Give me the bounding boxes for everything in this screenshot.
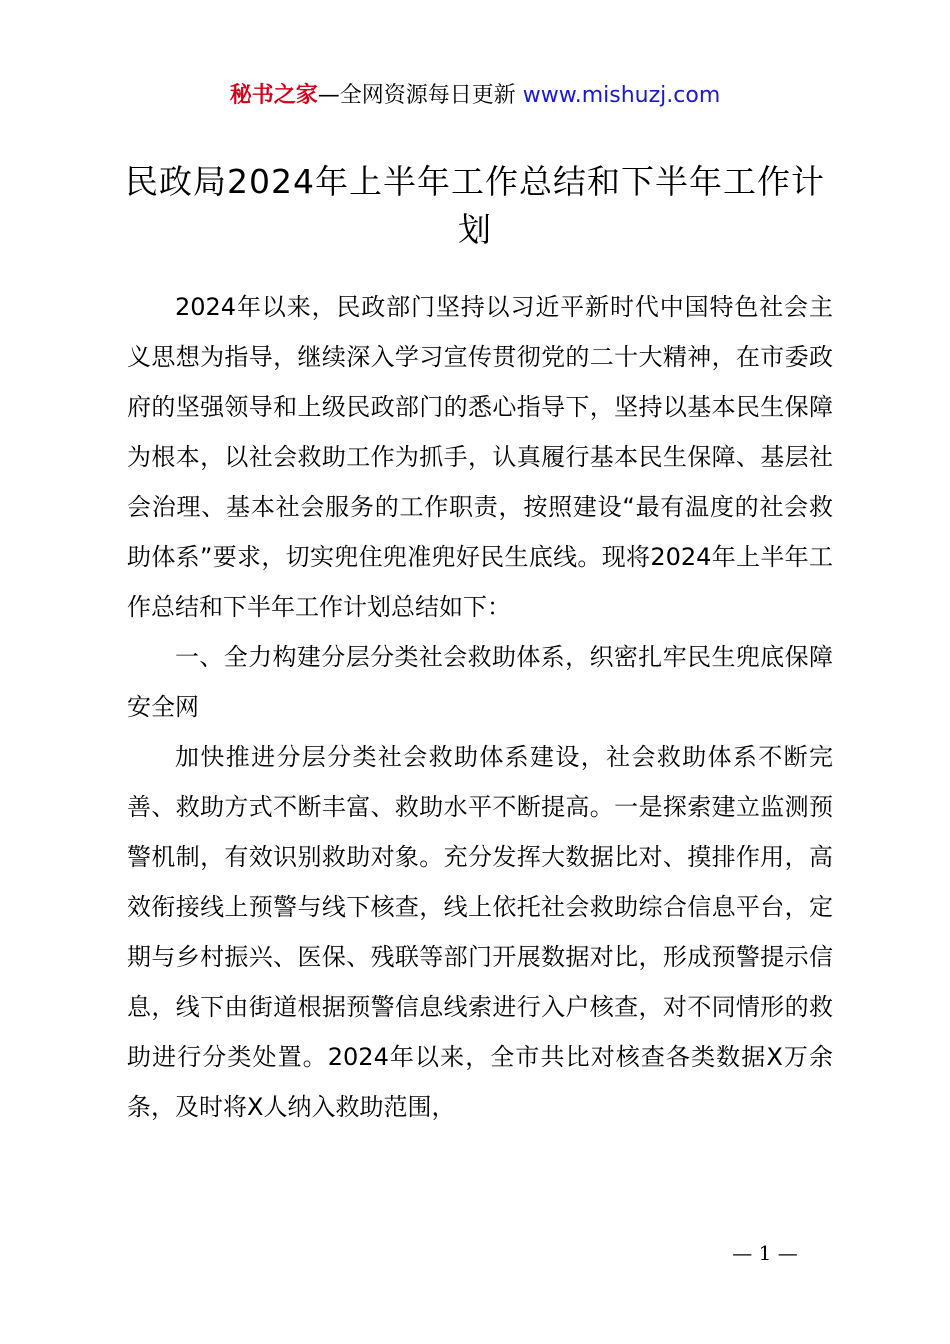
site-url-link[interactable]: www.mishuzj.com <box>522 83 721 108</box>
site-banner <box>0 80 950 112</box>
brand-name: 秘书之家 <box>229 83 318 108</box>
document-body <box>127 282 833 1132</box>
page-number: — 1 — <box>732 1241 798 1265</box>
document-title: 民政局2024年上半年工作总结和下半年工作计划 <box>125 162 825 249</box>
intro-paragraph: 2024年以来，民政部门坚持以习近平新时代中国特色社会主义思想为指导，继续深入学习宣传贯彻党的二十大精神，在市委政府的坚强领导和上级民政部门的悉心指导下，坚持以基本民生保障为根本，以社会救助工作为抓手，认真履行基本民生保障、基层社会治理、基本社会服务的工作职责，按照建设“最有温度的社会救助体系”要求，切实兜住兜准兜好民生底线。现将2024年上半年工作总结和下半年工作计划总结如下： <box>127 293 833 621</box>
section-heading-1: 一、全力构建分层分类社会救助体系，织密扎牢民生兜底保障安全网 <box>127 643 833 721</box>
body-paragraph: 加快推进分层分类社会救助体系建设，社会救助体系不断完善、救助方式不断丰富、救助水平不断提高。一是探索建立监测预警机制，有效识别救助对象。充分发挥大数据比对、摸排作用，高效衔接线上预警与线下核查，线上依托社会救助综合信息平台，定期与乡村振兴、医保、残联等部门开展数据对比，形成预警提示信息，线下由街道根据预警信息线索进行入户核查，对不同情形的救助进行分类处置。2024年以来，全市共比对核查各类数据X万余条，及时将X人纳入救助范围， <box>127 743 833 1121</box>
banner-tagline: —全网资源每日更新 <box>317 83 523 108</box>
